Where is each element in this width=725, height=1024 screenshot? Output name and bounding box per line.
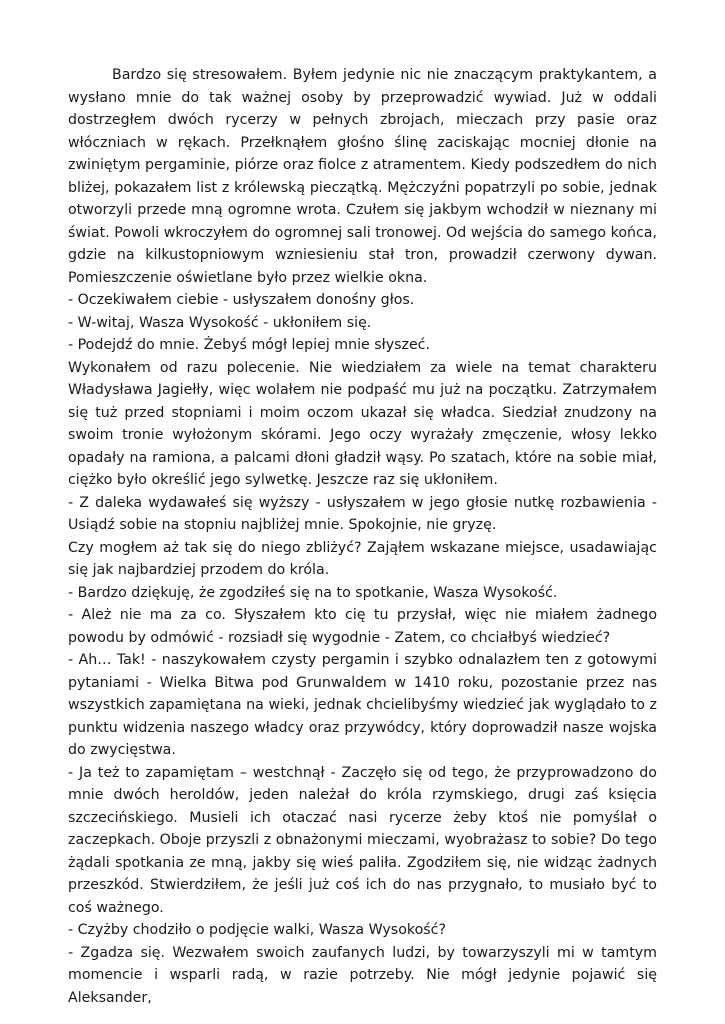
paragraph-opening: Bardzo się stresowałem. Byłem jedynie nic nie znaczącym praktykantem, a wysłano mnie do tak ważnej osoby by przeprowadzić wywiad. Już w oddali dostrzegłem dwóch rycerzy w pełnych zbrojach, mieczach przy pasie oraz włóczniach w rękach. Przełknąłem głośno ślinę zaciskając mocniej dłonie na zwiniętym pergaminie, piórze oraz fiolce z atramentem. Kiedy podszedłem do nich bliżej, pokazałem list z królewską pieczątką. Mężczyźni popatrzyli po sobie, jednak otworzyli przede mną ogromne wrota. Czułem się jakbym wchodził w nieznany mi świat. Powoli wkroczyłem do ogromnej sali tronowej. Od wejścia do samego końca, gdzie na kilkustopniowym wzniesieniu stał tron, prowadził czerwony dywan. Pomieszczenie oświetlane było przez wielkie okna. [68,67,657,286]
dialogue-line: - Bardzo dziękuję, że zgodziłeś się na to spotkanie, Wasza Wysokość. [68,584,558,601]
dialogue-line: - Ja też to zapamiętam – westchnął - Zaczęło się od tego, że przyprowadzono do mnie dwóch heroldów, jeden należał do króla rzymskiego, drugi zaś księcia szczecińskiego. Musieli ich otaczać nasi rycerze żeby ktoś nie pomyślał o zaczepkach. Oboje przyszli z obnażonymi mieczami, wyobrażasz to sobie? Do tego żądali spotkania ze mną, jakby się wieś paliła. Zgodziłem się, nie widząc żadnych przeszkód. Stwierdziłem, że jeśli już coś ich do nas przygnało, to musiało być to coś ważnego. [68,764,657,916]
dialogue-line: - Zgadza się. Wezwałem swoich zaufanych ludzi, by towarzyszyli mi w tamtym momencie i wsparli radą, w razie potrzeby. Nie mógł jedynie pojawić się Aleksander, [68,944,657,1006]
paragraph-narration: Wykonałem od razu polecenie. Nie wiedziałem za wiele na temat charakteru Władysława Jagiełły, więc wolałem nie podpaść mu już na początku. Zatrzymałem się tuż przed stopniami i moim oczom ukazał się władca. Siedział znudzony na swoim tronie wyłożonym skórami. Jego oczy wyrażały zmęczenie, włosy lekko opadały na ramiona, a palcami dłoni gładził wąsy. Po szatach, które na sobie miał, ciężko było określić jego sylwetkę. Jeszcze raz się ukłoniłem. [68,359,657,488]
dialogue-line: - Ah… Tak! - naszykowałem czysty pergamin i szybko odnalazłem ten z gotowymi pytaniami - Wielka Bitwa pod Grunwaldem w 1410 roku, pozostanie przez nas wszystkich zapamiętana na wieki, jednak chcielibyśmy wiedzieć jak wyglądało to z punktu widzenia naszego władcy oraz przywódcy, który doprowadził nasze wojska do zwycięstwa. [68,652,657,758]
dialogue-line: - Ależ nie ma za co. Słyszałem kto cię tu przysłał, więc nie miałem żadnego powodu by odmówić - rozsiadł się wygodnie - Zatem, co chciałbyś wiedzieć? [68,607,657,646]
dialogue-line: - Czyżby chodziło o podjęcie walki, Wasza Wysokość? [68,922,446,938]
dialogue-line: - Oczekiwałem ciebie - usłyszałem donośny głos. [68,292,415,308]
dialogue-line: - Podejdź do mnie. Żebyś mógł lepiej mnie słyszeć. [68,337,430,353]
dialogue-line: - Z daleka wydawałeś się wyższy - usłyszałem w jego głosie nutkę rozbawienia - Usiądź sobie na stopniu najbliżej mnie. Spokojnie, nie gryzę. [68,494,657,533]
paragraph-narration: Czy mogłem aż tak się do niego zbliżyć? Zająłem wskazane miejsce, usadawiając się jak najbardziej przodem do króla. [68,539,657,578]
dialogue-line: - W-witaj, Wasza Wysokość - ukłoniłem się. [68,314,372,331]
document-body [68,64,657,1009]
